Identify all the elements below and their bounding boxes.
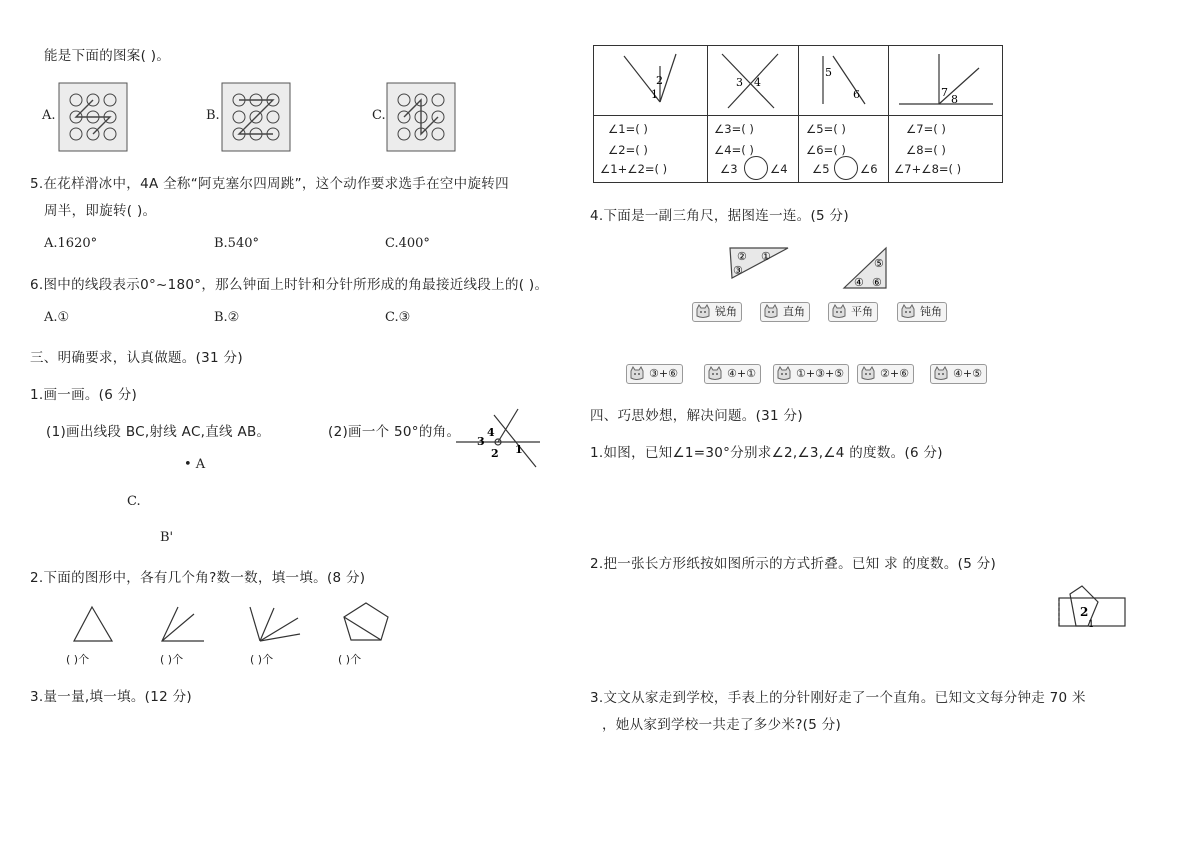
q5-line2: 周半，即旋转( )。 xyxy=(44,203,157,219)
triangle-shape xyxy=(70,604,116,644)
cell-angle-6[interactable]: ∠6=( ) xyxy=(806,143,846,157)
combo-3-6[interactable] xyxy=(626,364,683,384)
tag-straight-label: 平角 xyxy=(851,305,873,318)
cell-angle-4[interactable]: ∠4=( ) xyxy=(714,143,754,157)
combo-1-3-5-label: ①+③+⑤ xyxy=(796,367,845,380)
tri2-label-5: ⑤ xyxy=(874,257,884,270)
q6-option-a: A.① xyxy=(44,310,70,325)
angle-label-1: 1 xyxy=(515,443,523,456)
point-b: B' xyxy=(160,530,174,545)
combo-2-6-label: ②+⑥ xyxy=(880,367,909,380)
measure-table xyxy=(593,45,1003,183)
tag-straight[interactable] xyxy=(828,302,878,322)
s3-q4: 4.下面是一副三角尺，据图连一连。(5 分) xyxy=(590,208,849,224)
cat-icon xyxy=(707,366,723,381)
s3-q2: 2.下面的图形中，各有几个角?数一数，填一填。(8 分) xyxy=(30,570,366,586)
fig2-label-3: 3 xyxy=(736,76,743,89)
point-a: • A xyxy=(184,457,206,472)
fig1-label-1: 1 xyxy=(651,88,658,101)
cell-angle-7[interactable]: ∠7=( ) xyxy=(906,122,946,136)
tri1-label-2: ② xyxy=(737,250,747,263)
fold-label-2: 2 xyxy=(1080,605,1089,619)
tri1-label-1: ① xyxy=(761,250,771,263)
fig1-label-2: 2 xyxy=(656,74,663,87)
q6: 6.图中的线段表示0°~180°，那么钟面上时针和分针所形成的角最接近线段上的( )。 xyxy=(30,277,549,293)
fig2-label-4: 4 xyxy=(754,76,761,89)
angle-label-2: 2 xyxy=(491,447,499,460)
q4-option-c-pattern xyxy=(386,82,456,152)
combo-2-6[interactable] xyxy=(857,364,914,384)
cell-angle-5[interactable]: ∠5=( ) xyxy=(806,122,846,136)
cat-icon xyxy=(900,304,916,319)
q5-option-c: C.400° xyxy=(385,236,430,251)
q6-option-b: B.② xyxy=(214,310,240,325)
cat-icon xyxy=(933,366,949,381)
count-blank-3[interactable]: ( )个 xyxy=(250,653,274,666)
combo-4-1-label: ④+① xyxy=(727,367,756,380)
q4-option-c-label: C. xyxy=(372,108,386,123)
cell-angle-7-plus-8[interactable]: ∠7+∠8=( ) xyxy=(894,162,962,176)
compare-circle-5-6[interactable] xyxy=(834,156,858,180)
fig4-label-8: 8 xyxy=(951,93,958,106)
combo-4-5[interactable] xyxy=(930,364,987,384)
tag-right-label: 直角 xyxy=(783,305,805,318)
figure-angle-1-2 xyxy=(594,46,707,115)
cell-angle-1-plus-2[interactable]: ∠1+∠2=( ) xyxy=(600,162,668,176)
combo-1-3-5[interactable] xyxy=(773,364,849,384)
cell-compare-3: ∠3 xyxy=(720,162,738,176)
combo-4-5-label: ④+⑤ xyxy=(953,367,982,380)
cat-icon xyxy=(860,366,876,381)
count-blank-2[interactable]: ( )个 xyxy=(160,653,184,666)
cat-icon xyxy=(831,304,847,319)
point-c: C. xyxy=(127,494,141,509)
cell-compare-4: ∠4 xyxy=(770,162,788,176)
section-4-heading: 四、巧思妙想，解决问题。(31 分) xyxy=(590,408,803,424)
cat-icon xyxy=(629,366,645,381)
s4-q3-line2: ，她从家到学校一共走了多少米?(5 分) xyxy=(602,717,842,733)
cell-angle-3[interactable]: ∠3=( ) xyxy=(714,122,754,136)
tri2-label-6: ⑥ xyxy=(872,276,882,289)
cat-icon xyxy=(776,366,792,381)
cell-angle-8[interactable]: ∠8=( ) xyxy=(906,143,946,157)
tag-acute-label: 锐角 xyxy=(715,305,737,318)
q5-line1: 5.在花样滑冰中，4A 全称“阿克塞尔四周跳”，这个动作要求选手在空中旋转四 xyxy=(30,176,509,192)
set-square-30-60 xyxy=(726,244,792,282)
count-blank-4[interactable]: ( )个 xyxy=(338,653,362,666)
s3-q1-part1: (1)画出线段 BC,射线 AC,直线 AB。 xyxy=(46,424,271,440)
tag-obtuse-label: 钝角 xyxy=(920,305,942,318)
count-blank-1[interactable]: ( )个 xyxy=(66,653,90,666)
set-square-45 xyxy=(840,244,890,292)
q6-option-c: C.③ xyxy=(385,310,411,325)
fig3-label-6: 6 xyxy=(853,88,860,101)
section-3-heading: 三、明确要求，认真做题。(31 分) xyxy=(30,350,243,366)
angle-label-4: 4 xyxy=(487,426,495,439)
tag-right[interactable] xyxy=(760,302,810,322)
fig4-label-7: 7 xyxy=(941,86,948,99)
s3-q1: 1.画一画。(6 分) xyxy=(30,387,138,403)
figure-angle-5-6 xyxy=(799,46,888,115)
figure-angle-3-4 xyxy=(708,46,798,115)
cat-icon xyxy=(695,304,711,319)
rays-shape xyxy=(246,604,302,644)
tag-obtuse[interactable] xyxy=(897,302,947,322)
cell-angle-1[interactable]: ∠1=( ) xyxy=(608,122,648,136)
cell-compare-6: ∠6 xyxy=(860,162,878,176)
split-triangle-shape xyxy=(158,604,208,644)
combo-4-1[interactable] xyxy=(704,364,761,384)
q4-option-b-pattern xyxy=(221,82,291,152)
tag-acute[interactable] xyxy=(692,302,742,322)
s4-q2: 2.把一张长方形纸按如图所示的方式折叠。已知 求 的度数。(5 分) xyxy=(590,556,997,572)
fold-label-1: 1 xyxy=(1088,619,1095,630)
figure-angle-7-8 xyxy=(889,46,1003,115)
s4-q1: 1.如图，已知∠1=30°分别求∠2,∠3,∠4 的度数。(6 分) xyxy=(590,445,943,461)
combo-3-6-label: ③+⑥ xyxy=(649,367,678,380)
s3-q1-part2: (2)画一个 50°的角。 xyxy=(328,424,461,440)
angle-figure xyxy=(452,405,544,471)
cell-angle-2[interactable]: ∠2=( ) xyxy=(608,143,648,157)
s3-q3: 3.量一量,填一填。(12 分) xyxy=(30,689,192,705)
q4-option-a-pattern xyxy=(58,82,128,152)
q4-option-a-label: A. xyxy=(42,108,56,123)
s4-q3-line1: 3.文文从家走到学校，手表上的分针刚好走了一个直角。已知文文每分钟走 70 米 xyxy=(590,690,1086,706)
angle-label-3: 3 xyxy=(477,435,485,448)
cell-compare-5: ∠5 xyxy=(812,162,830,176)
q5-option-b: B.540° xyxy=(214,236,259,251)
cat-icon xyxy=(763,304,779,319)
compare-circle-3-4[interactable] xyxy=(744,156,768,180)
q4-tail: 能是下面的图案( )。 xyxy=(44,48,171,64)
tri1-label-3: ③ xyxy=(733,264,743,277)
q5-option-a: A.1620° xyxy=(44,236,98,251)
folded-paper-figure xyxy=(1056,584,1128,630)
q4-option-b-label: B. xyxy=(206,108,220,123)
tri2-label-4: ④ xyxy=(854,276,864,289)
fig3-label-5: 5 xyxy=(825,66,832,79)
pentagon-shape xyxy=(340,600,392,644)
